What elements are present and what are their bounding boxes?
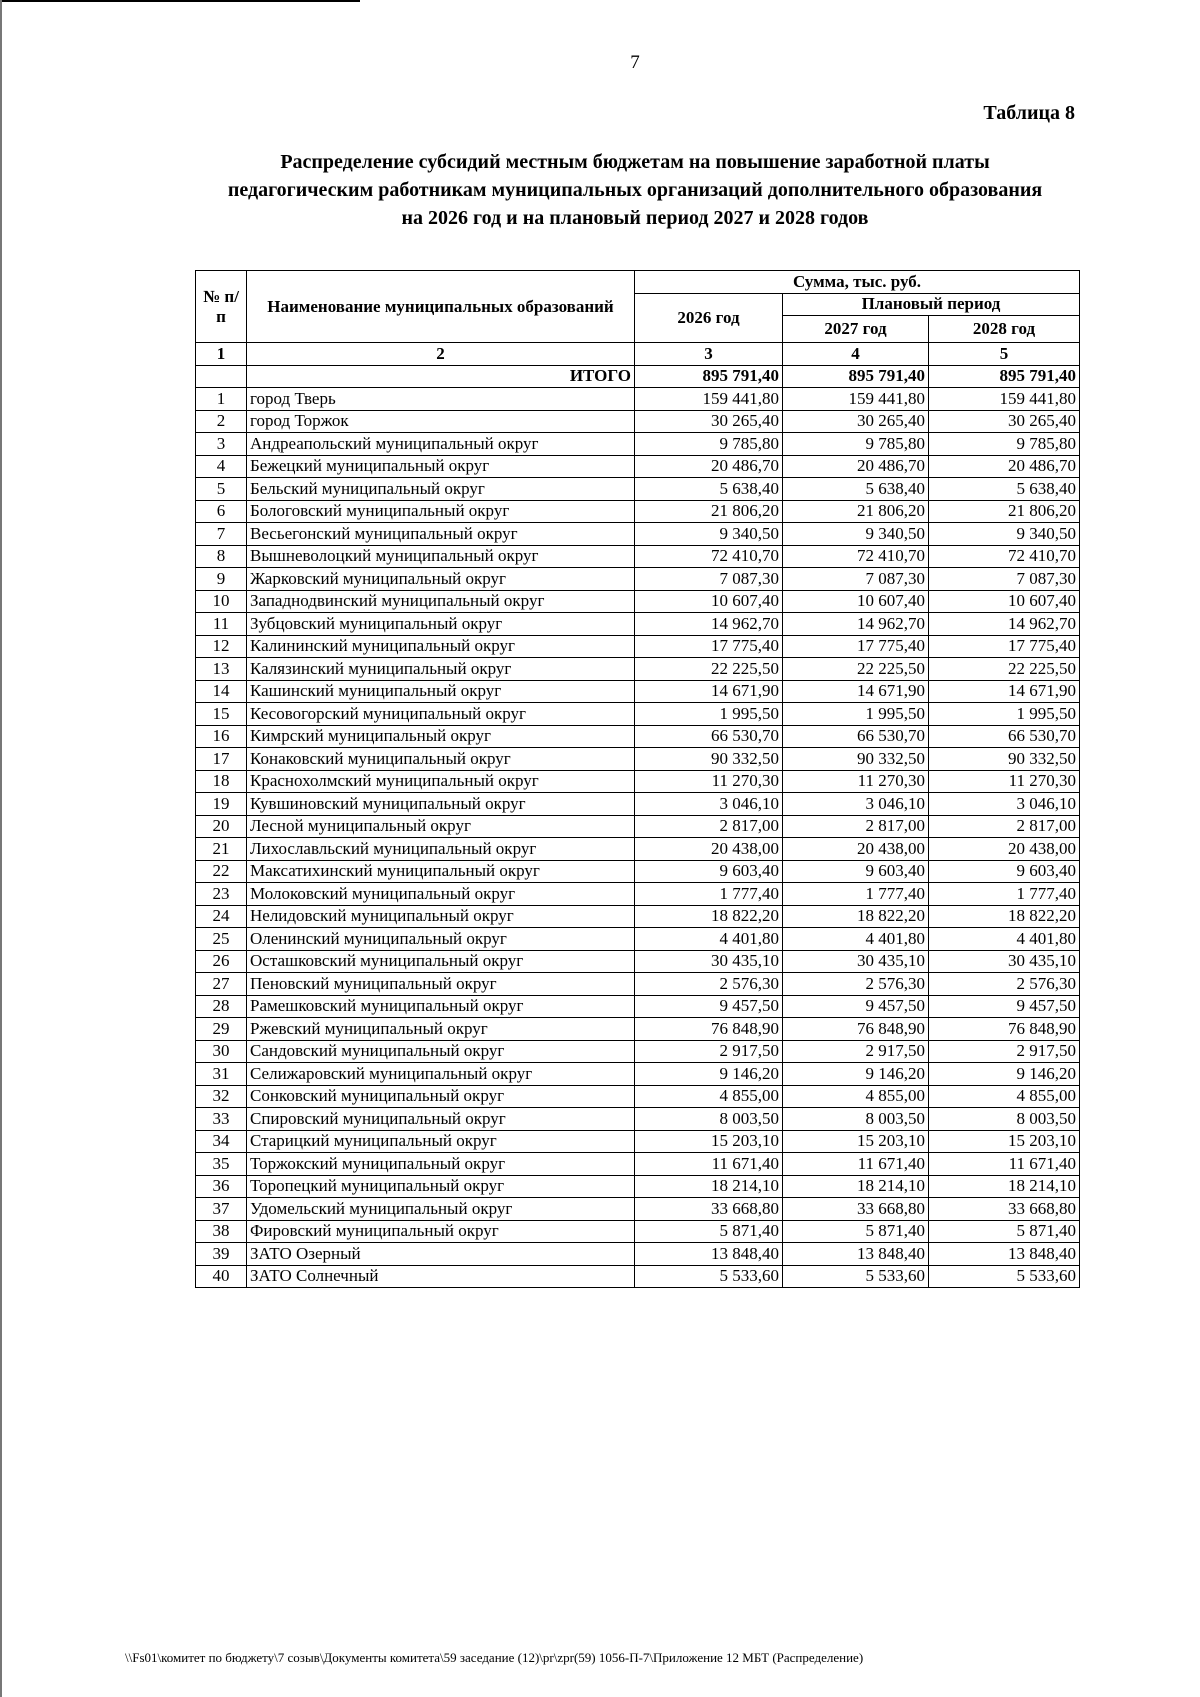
- municipality-name: Осташковский муниципальный округ: [247, 950, 635, 973]
- table-row: [196, 1153, 1080, 1176]
- amount-2028: 2 576,30: [929, 973, 1080, 996]
- amount-2027: 1 995,50: [783, 703, 929, 726]
- amount-2028: 1 777,40: [929, 883, 1080, 906]
- table-row: [196, 658, 1080, 681]
- table-row: [196, 388, 1080, 411]
- municipality-name: Пеновский муниципальный округ: [247, 973, 635, 996]
- amount-2026: 33 668,80: [635, 1198, 783, 1221]
- amount-2026: 9 340,50: [635, 523, 783, 546]
- row-number: 23: [196, 883, 247, 906]
- title-line: на 2026 год и на плановый период 2027 и 2028 годов: [401, 207, 869, 229]
- municipality-name: Сонковский муниципальный округ: [247, 1085, 635, 1108]
- amount-2027: 14 962,70: [783, 613, 929, 636]
- table-row: [196, 995, 1080, 1018]
- amount-2028: 14 671,90: [929, 680, 1080, 703]
- amount-2028: 9 785,80: [929, 433, 1080, 456]
- table-row: [196, 523, 1080, 546]
- row-number: 40: [196, 1265, 247, 1288]
- row-number: 15: [196, 703, 247, 726]
- amount-2028: 10 607,40: [929, 590, 1080, 613]
- municipality-name: Торжокский муниципальный округ: [247, 1153, 635, 1176]
- municipality-name: город Торжок: [247, 410, 635, 433]
- amount-2027: 66 530,70: [783, 725, 929, 748]
- row-number: 29: [196, 1018, 247, 1041]
- amount-2026: 20 438,00: [635, 838, 783, 861]
- column-number: 4: [783, 343, 929, 366]
- amount-2028: 30 265,40: [929, 410, 1080, 433]
- amount-2028: 18 822,20: [929, 905, 1080, 928]
- row-number: 27: [196, 973, 247, 996]
- title-line: педагогическим работникам муниципальных организаций дополнительного образования: [227, 179, 1043, 201]
- row-number: 9: [196, 568, 247, 591]
- amount-2026: 21 806,20: [635, 500, 783, 523]
- municipality-name: Лихославльский муниципальный округ: [247, 838, 635, 861]
- municipality-name: ЗАТО Озерный: [247, 1243, 635, 1266]
- amount-2028: 21 806,20: [929, 500, 1080, 523]
- municipality-name: ЗАТО Солнечный: [247, 1265, 635, 1288]
- row-number: 37: [196, 1198, 247, 1221]
- amount-2026: 2 917,50: [635, 1040, 783, 1063]
- table-row: [196, 680, 1080, 703]
- amount-2026: 2 817,00: [635, 815, 783, 838]
- amount-2028: 15 203,10: [929, 1130, 1080, 1153]
- amount-2028: 9 146,20: [929, 1063, 1080, 1086]
- amount-2028: 5 871,40: [929, 1220, 1080, 1243]
- amount-2028: 30 435,10: [929, 950, 1080, 973]
- row-number: 20: [196, 815, 247, 838]
- amount-2027: 9 457,50: [783, 995, 929, 1018]
- table-row: [196, 928, 1080, 951]
- header-num: № п/п: [196, 271, 247, 343]
- header-name: Наименование муниципальных образований: [247, 271, 635, 343]
- municipality-name: Бельский муниципальный округ: [247, 478, 635, 501]
- row-number: 33: [196, 1108, 247, 1131]
- amount-2028: 76 848,90: [929, 1018, 1080, 1041]
- header-year-2027: 2027 год: [783, 316, 929, 343]
- total-2026: 895 791,40: [635, 365, 783, 388]
- table-row: [196, 1220, 1080, 1243]
- amount-2027: 5 638,40: [783, 478, 929, 501]
- row-number: 11: [196, 613, 247, 636]
- amount-2026: 159 441,80: [635, 388, 783, 411]
- amount-2026: 66 530,70: [635, 725, 783, 748]
- amount-2028: 11 671,40: [929, 1153, 1080, 1176]
- amount-2026: 7 087,30: [635, 568, 783, 591]
- amount-2026: 30 265,40: [635, 410, 783, 433]
- amount-2026: 9 603,40: [635, 860, 783, 883]
- municipality-name: город Тверь: [247, 388, 635, 411]
- table-row: [196, 433, 1080, 456]
- municipality-name: Калязинский муниципальный округ: [247, 658, 635, 681]
- row-number: 39: [196, 1243, 247, 1266]
- amount-2027: 7 087,30: [783, 568, 929, 591]
- amount-2027: 159 441,80: [783, 388, 929, 411]
- amount-2028: 11 270,30: [929, 770, 1080, 793]
- page-number: 7: [630, 52, 640, 73]
- amount-2028: 17 775,40: [929, 635, 1080, 658]
- amount-2028: 20 486,70: [929, 455, 1080, 478]
- amount-2027: 4 401,80: [783, 928, 929, 951]
- amount-2028: 2 817,00: [929, 815, 1080, 838]
- amount-2028: 159 441,80: [929, 388, 1080, 411]
- municipality-name: Лесной муниципальный округ: [247, 815, 635, 838]
- amount-2028: 4 855,00: [929, 1085, 1080, 1108]
- amount-2028: 8 003,50: [929, 1108, 1080, 1131]
- amount-2027: 1 777,40: [783, 883, 929, 906]
- row-number: 34: [196, 1130, 247, 1153]
- amount-2026: 4 401,80: [635, 928, 783, 951]
- amount-2026: 4 855,00: [635, 1085, 783, 1108]
- amount-2026: 76 848,90: [635, 1018, 783, 1041]
- row-number: 8: [196, 545, 247, 568]
- amount-2027: 8 003,50: [783, 1108, 929, 1131]
- column-number: 3: [635, 343, 783, 366]
- municipality-name: Ржевский муниципальный округ: [247, 1018, 635, 1041]
- municipality-name: Калининский муниципальный округ: [247, 635, 635, 658]
- table-row: [196, 1243, 1080, 1266]
- table-row: [196, 950, 1080, 973]
- row-number: 30: [196, 1040, 247, 1063]
- municipality-name: Кувшиновский муниципальный округ: [247, 793, 635, 816]
- header-sum: Сумма, тыс. руб.: [635, 271, 1080, 294]
- table-row: [196, 455, 1080, 478]
- table-row: [196, 838, 1080, 861]
- amount-2026: 11 270,30: [635, 770, 783, 793]
- municipality-name: Андреапольский муниципальный округ: [247, 433, 635, 456]
- amount-2026: 20 486,70: [635, 455, 783, 478]
- amount-2027: 18 214,10: [783, 1175, 929, 1198]
- column-number: 2: [247, 343, 635, 366]
- municipality-name: Селижаровский муниципальный округ: [247, 1063, 635, 1086]
- table-row: [196, 883, 1080, 906]
- row-number: 14: [196, 680, 247, 703]
- municipality-name: Старицкий муниципальный округ: [247, 1130, 635, 1153]
- title-line: Распределение субсидий местным бюджетам на повышение заработной платы: [280, 151, 990, 173]
- row-number: 36: [196, 1175, 247, 1198]
- amount-2028: 33 668,80: [929, 1198, 1080, 1221]
- amount-2026: 22 225,50: [635, 658, 783, 681]
- row-number: 26: [196, 950, 247, 973]
- amount-2027: 15 203,10: [783, 1130, 929, 1153]
- amount-2027: 2 576,30: [783, 973, 929, 996]
- municipality-name: Конаковский муниципальный округ: [247, 748, 635, 771]
- amount-2027: 5 871,40: [783, 1220, 929, 1243]
- table-row: [196, 568, 1080, 591]
- amount-2027: 90 332,50: [783, 748, 929, 771]
- scan-left-edge: [0, 0, 2, 1697]
- municipality-name: Фировский муниципальный округ: [247, 1220, 635, 1243]
- municipality-name: Сандовский муниципальный округ: [247, 1040, 635, 1063]
- amount-2028: 66 530,70: [929, 725, 1080, 748]
- amount-2028: 9 603,40: [929, 860, 1080, 883]
- amount-2026: 9 457,50: [635, 995, 783, 1018]
- document-title: [150, 148, 1120, 232]
- amount-2028: 4 401,80: [929, 928, 1080, 951]
- row-number: 17: [196, 748, 247, 771]
- total-label: ИТОГО: [247, 365, 635, 388]
- municipality-name: Молоковский муниципальный округ: [247, 883, 635, 906]
- amount-2027: 9 340,50: [783, 523, 929, 546]
- amount-2027: 11 270,30: [783, 770, 929, 793]
- table-row: [196, 860, 1080, 883]
- table-label: Таблица 8: [983, 102, 1075, 124]
- total-2027: 895 791,40: [783, 365, 929, 388]
- amount-2027: 2 917,50: [783, 1040, 929, 1063]
- municipality-name: Вышневолоцкий муниципальный округ: [247, 545, 635, 568]
- municipality-name: Оленинский муниципальный округ: [247, 928, 635, 951]
- amount-2026: 18 822,20: [635, 905, 783, 928]
- amount-2026: 5 871,40: [635, 1220, 783, 1243]
- amount-2026: 9 146,20: [635, 1063, 783, 1086]
- municipality-name: Нелидовский муниципальный округ: [247, 905, 635, 928]
- amount-2026: 14 671,90: [635, 680, 783, 703]
- table-row: [196, 1085, 1080, 1108]
- municipality-name: Торопецкий муниципальный округ: [247, 1175, 635, 1198]
- amount-2027: 2 817,00: [783, 815, 929, 838]
- municipality-name: Бологовский муниципальный округ: [247, 500, 635, 523]
- row-number: 2: [196, 410, 247, 433]
- amount-2026: 1 777,40: [635, 883, 783, 906]
- table-row: [196, 1130, 1080, 1153]
- table-row: [196, 703, 1080, 726]
- table-row: [196, 1040, 1080, 1063]
- column-number: 5: [929, 343, 1080, 366]
- amount-2026: 11 671,40: [635, 1153, 783, 1176]
- amount-2026: 9 785,80: [635, 433, 783, 456]
- table-row: [196, 815, 1080, 838]
- amount-2028: 20 438,00: [929, 838, 1080, 861]
- amount-2027: 17 775,40: [783, 635, 929, 658]
- row-number: 12: [196, 635, 247, 658]
- amount-2027: 30 435,10: [783, 950, 929, 973]
- amount-2026: 8 003,50: [635, 1108, 783, 1131]
- amount-2027: 13 848,40: [783, 1243, 929, 1266]
- row-number: 18: [196, 770, 247, 793]
- table-row: [196, 1198, 1080, 1221]
- table-row: [196, 478, 1080, 501]
- municipality-name: Жарковский муниципальный округ: [247, 568, 635, 591]
- row-number: 10: [196, 590, 247, 613]
- total-2028: 895 791,40: [929, 365, 1080, 388]
- table-row: [196, 635, 1080, 658]
- amount-2027: 20 438,00: [783, 838, 929, 861]
- amount-2026: 3 046,10: [635, 793, 783, 816]
- amount-2027: 20 486,70: [783, 455, 929, 478]
- row-number: 31: [196, 1063, 247, 1086]
- header-planned-period: Плановый период: [783, 293, 1080, 316]
- municipality-name: Зубцовский муниципальный округ: [247, 613, 635, 636]
- subsidy-table: [195, 270, 1080, 1288]
- amount-2028: 5 533,60: [929, 1265, 1080, 1288]
- amount-2026: 2 576,30: [635, 973, 783, 996]
- row-number: 13: [196, 658, 247, 681]
- municipality-name: Краснохолмский муниципальный округ: [247, 770, 635, 793]
- row-number: 6: [196, 500, 247, 523]
- amount-2026: 18 214,10: [635, 1175, 783, 1198]
- row-number: 25: [196, 928, 247, 951]
- row-number: 1: [196, 388, 247, 411]
- amount-2026: 15 203,10: [635, 1130, 783, 1153]
- table-row: [196, 793, 1080, 816]
- row-number: 22: [196, 860, 247, 883]
- amount-2026: 1 995,50: [635, 703, 783, 726]
- amount-2027: 9 603,40: [783, 860, 929, 883]
- amount-2027: 18 822,20: [783, 905, 929, 928]
- municipality-name: Кимрский муниципальный округ: [247, 725, 635, 748]
- row-number: 32: [196, 1085, 247, 1108]
- column-number-row: [196, 343, 1080, 366]
- municipality-name: Удомельский муниципальный округ: [247, 1198, 635, 1221]
- amount-2027: 11 671,40: [783, 1153, 929, 1176]
- header-year-2026: 2026 год: [635, 293, 783, 343]
- amount-2028: 9 457,50: [929, 995, 1080, 1018]
- table-row: [196, 410, 1080, 433]
- municipality-name: Максатихинский муниципальный округ: [247, 860, 635, 883]
- amount-2026: 13 848,40: [635, 1243, 783, 1266]
- table-row: [196, 545, 1080, 568]
- row-number: 24: [196, 905, 247, 928]
- amount-2027: 4 855,00: [783, 1085, 929, 1108]
- amount-2027: 76 848,90: [783, 1018, 929, 1041]
- amount-2028: 7 087,30: [929, 568, 1080, 591]
- table-row: [196, 1265, 1080, 1288]
- amount-2028: 1 995,50: [929, 703, 1080, 726]
- footer-file-path: \\Fs01\комитет по бюджету\7 созыв\Документы комитета\59 заседание (12)\pr\zpr(59) 1056-П-7\Приложение 12 МБТ (Распределение): [125, 1650, 864, 1665]
- municipality-name: Кашинский муниципальный округ: [247, 680, 635, 703]
- row-number: 16: [196, 725, 247, 748]
- column-number: 1: [196, 343, 247, 366]
- row-number: 21: [196, 838, 247, 861]
- row-number: 35: [196, 1153, 247, 1176]
- municipality-name: Рамешковский муниципальный округ: [247, 995, 635, 1018]
- municipality-name: Спировский муниципальный округ: [247, 1108, 635, 1131]
- amount-2027: 9 146,20: [783, 1063, 929, 1086]
- table-row: [196, 500, 1080, 523]
- amount-2026: 14 962,70: [635, 613, 783, 636]
- amount-2027: 14 671,90: [783, 680, 929, 703]
- amount-2028: 90 332,50: [929, 748, 1080, 771]
- table-row: [196, 1108, 1080, 1131]
- table-row: [196, 905, 1080, 928]
- row-number: 19: [196, 793, 247, 816]
- amount-2028: 18 214,10: [929, 1175, 1080, 1198]
- row-number: 28: [196, 995, 247, 1018]
- row-number: 5: [196, 478, 247, 501]
- table-row: [196, 590, 1080, 613]
- total-row: [196, 365, 1080, 388]
- table-row: [196, 725, 1080, 748]
- scan-top-rule: [0, 0, 360, 2]
- amount-2028: 14 962,70: [929, 613, 1080, 636]
- amount-2027: 22 225,50: [783, 658, 929, 681]
- municipality-name: Бежецкий муниципальный округ: [247, 455, 635, 478]
- amount-2027: 33 668,80: [783, 1198, 929, 1221]
- row-number: 7: [196, 523, 247, 546]
- row-number: 4: [196, 455, 247, 478]
- amount-2026: 5 638,40: [635, 478, 783, 501]
- table-row: [196, 613, 1080, 636]
- amount-2026: 72 410,70: [635, 545, 783, 568]
- amount-2028: 2 917,50: [929, 1040, 1080, 1063]
- amount-2027: 30 265,40: [783, 410, 929, 433]
- amount-2028: 22 225,50: [929, 658, 1080, 681]
- municipality-name: Весьегонский муниципальный округ: [247, 523, 635, 546]
- amount-2026: 5 533,60: [635, 1265, 783, 1288]
- amount-2028: 13 848,40: [929, 1243, 1080, 1266]
- row-number: 3: [196, 433, 247, 456]
- table-row: [196, 770, 1080, 793]
- amount-2028: 72 410,70: [929, 545, 1080, 568]
- amount-2028: 5 638,40: [929, 478, 1080, 501]
- row-number: 38: [196, 1220, 247, 1243]
- table-row: [196, 1063, 1080, 1086]
- table-row: [196, 748, 1080, 771]
- amount-2027: 9 785,80: [783, 433, 929, 456]
- municipality-name: Кесовогорский муниципальный округ: [247, 703, 635, 726]
- amount-2026: 10 607,40: [635, 590, 783, 613]
- amount-2028: 9 340,50: [929, 523, 1080, 546]
- municipality-name: Западнодвинский муниципальный округ: [247, 590, 635, 613]
- amount-2026: 30 435,10: [635, 950, 783, 973]
- table-row: [196, 1175, 1080, 1198]
- amount-2027: 3 046,10: [783, 793, 929, 816]
- table-row: [196, 1018, 1080, 1041]
- amount-2027: 72 410,70: [783, 545, 929, 568]
- table-row: [196, 973, 1080, 996]
- amount-2027: 21 806,20: [783, 500, 929, 523]
- amount-2026: 17 775,40: [635, 635, 783, 658]
- amount-2028: 3 046,10: [929, 793, 1080, 816]
- amount-2026: 90 332,50: [635, 748, 783, 771]
- header-year-2028: 2028 год: [929, 316, 1080, 343]
- amount-2027: 10 607,40: [783, 590, 929, 613]
- amount-2027: 5 533,60: [783, 1265, 929, 1288]
